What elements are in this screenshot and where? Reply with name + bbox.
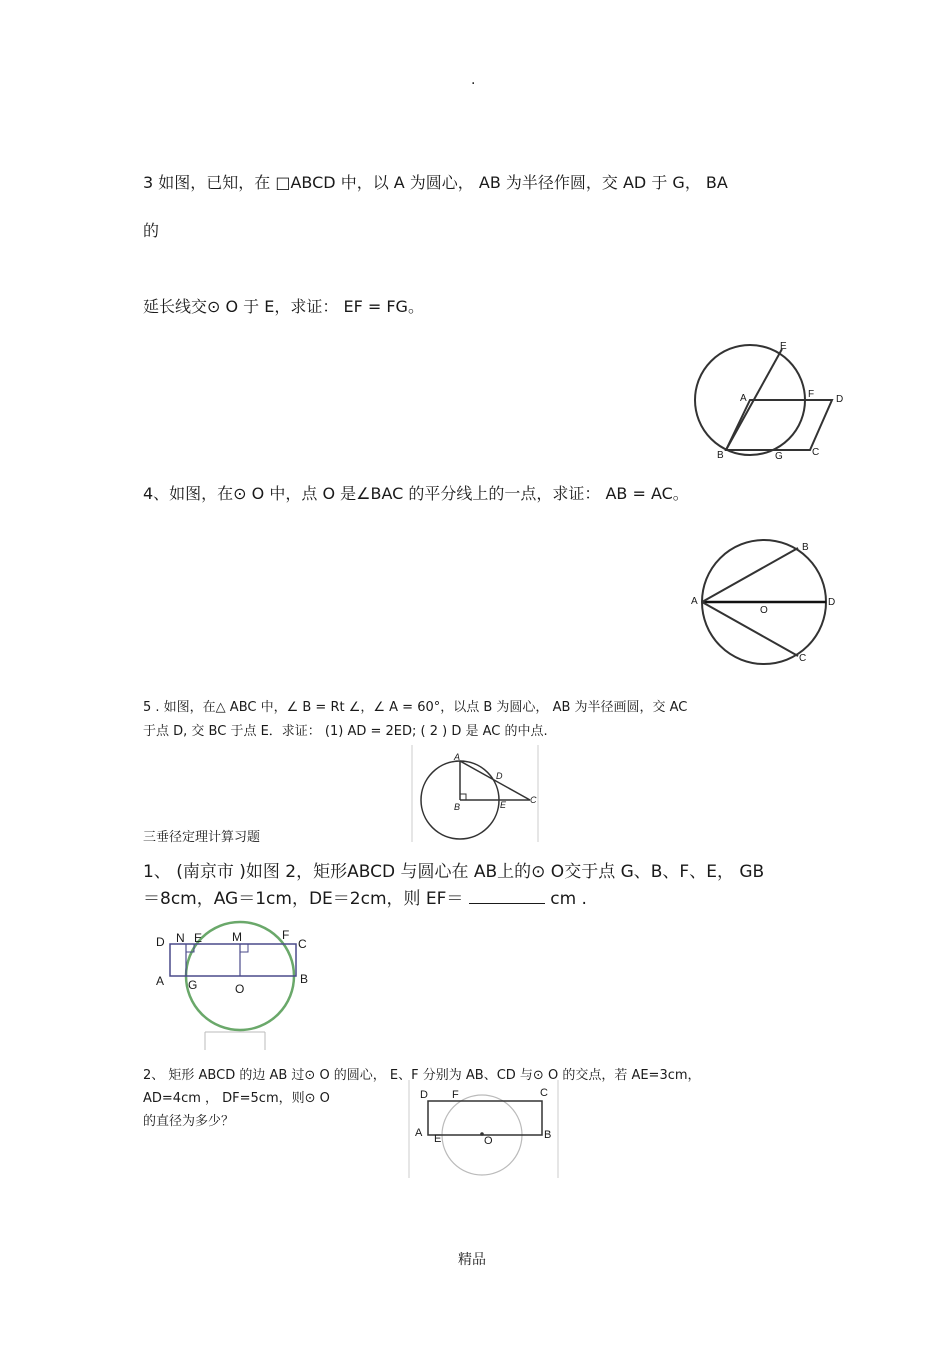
label-a: A: [454, 752, 461, 762]
problem3-line1: 3 如图，已知，在 □ABCD 中，以 A 为圆心， AB 为半径作圆，交 AD 于 G， BA: [143, 173, 728, 192]
right-angle-mark: [460, 794, 466, 800]
label-e: E: [500, 800, 507, 810]
chord-ab: [702, 548, 798, 602]
label-c: C: [298, 937, 307, 951]
label-o: O: [760, 605, 768, 616]
label-c: C: [540, 1087, 548, 1099]
answer-blank: [469, 889, 545, 904]
label-d: D: [836, 394, 844, 405]
label-c: C: [530, 795, 537, 805]
calc1-line2: [143, 884, 587, 909]
label-b: B: [544, 1129, 552, 1141]
chord-ac: [702, 602, 798, 656]
calc1-line2-unit: cm .: [550, 889, 587, 909]
label-b: B: [802, 542, 809, 553]
calc1-line2-text: ＝8cm，AG＝1cm，DE＝2cm，则 EF＝: [143, 889, 464, 909]
label-b: B: [454, 802, 461, 812]
label-o: O: [235, 982, 245, 996]
label-o: O: [484, 1135, 493, 1147]
label-e: E: [434, 1133, 442, 1145]
calc1-line1: 1、 (南京市 )如图 2，矩形ABCD 与圆心在 AB上的⊙ O交于点 G、B、F、E， GB: [143, 862, 765, 882]
label-d: D: [420, 1089, 428, 1101]
label-e: E: [780, 341, 787, 352]
problem3-line2: 的: [143, 221, 160, 240]
calc2-line1: 2、 矩形 ABCD 的边 AB 过⊙ O 的圆心， E、F 分别为 AB、CD 与⊙ O 的交点，若 AE=3cm，: [143, 1068, 701, 1083]
rectangle-abcd: [428, 1101, 542, 1135]
label-m: M: [232, 930, 242, 944]
header-mark: .: [471, 72, 476, 88]
parallelogram-abcd: [726, 400, 832, 450]
figure-triangle-circle: [410, 745, 540, 845]
label-g: G: [775, 451, 783, 462]
figure-circle-bisector: [685, 535, 845, 670]
label-f: F: [452, 1089, 459, 1101]
label-f: F: [808, 389, 815, 400]
label-g: G: [188, 978, 198, 992]
figure-parallelogram-circle: [690, 335, 850, 465]
label-a: A: [691, 596, 698, 607]
problem5-line2: 于点 D, 交 BC 于点 E．求证： (1) AD = 2ED; ( 2 ) D 是 AC 的中点.: [143, 724, 548, 739]
label-c: C: [799, 653, 807, 664]
problem5-line1: 5 . 如图，在△ ABC 中，∠ B = Rt ∠，∠ A = 60°，以点 B 为圆心， AB 为半径画圆，交 AC: [143, 700, 688, 715]
label-f: F: [282, 928, 290, 942]
figure-rectangle-circle: [150, 925, 320, 1055]
label-b: B: [717, 450, 724, 461]
label-a: A: [740, 393, 747, 404]
calc2-line3: 的直径为多少？: [143, 1114, 235, 1129]
label-d: D: [828, 597, 836, 608]
label-n: N: [176, 931, 185, 945]
section-title: 三垂径定理计算习题: [143, 830, 261, 845]
footer: 精品: [458, 1252, 486, 1268]
label-d: D: [156, 935, 165, 949]
problem3-line3: 延长线交⊙ O 于 E，求证： EF = FG。: [143, 297, 424, 316]
problem4-text: 4、如图，在⊙ O 中，点 O 是∠BAC 的平分线上的一点，求证： AB = AC。: [143, 484, 689, 503]
segment-ac: [460, 761, 530, 800]
calc2-line2: AD=4cm ， DF=5cm，则⊙ O: [143, 1091, 330, 1106]
label-d: D: [496, 771, 503, 781]
label-a: A: [156, 974, 165, 988]
label-a: A: [415, 1127, 423, 1139]
label-b: B: [300, 972, 309, 986]
figure-rectangle-circle-2: [405, 1080, 565, 1180]
label-e: E: [194, 931, 203, 945]
label-c: C: [812, 447, 820, 458]
